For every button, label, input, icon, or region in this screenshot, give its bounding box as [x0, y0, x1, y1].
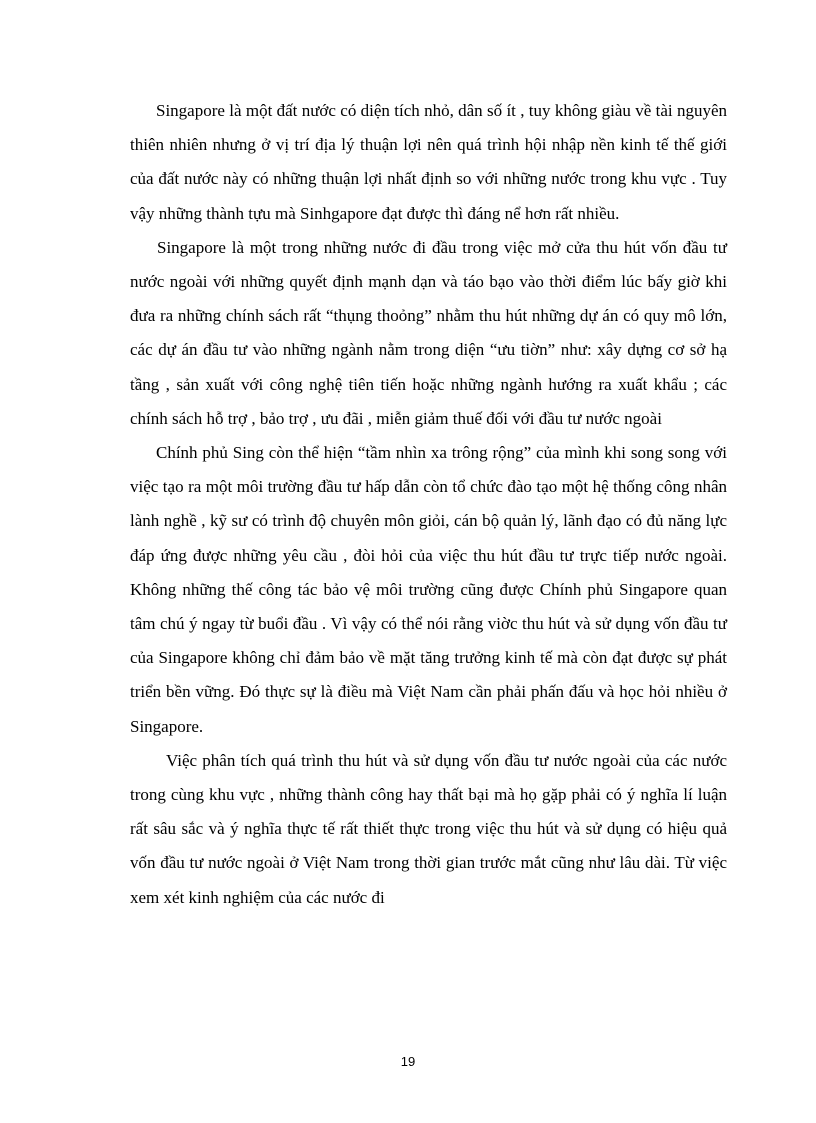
paragraph-4: Việc phân tích quá trình thu hút và sử dụng vốn đầu tư nước ngoài của các nước trong cùng khu vực , những thành công hay thất bại mà họ gặp phải có ý nghĩa lí luận rất sâu sắc và ý nghĩa thực tế rất thiết thực trong việc thu hút và sử dụng có hiệu quả vốn đầu tư nước ngoài ở Việt Nam trong thời gian trước mắt cũng như lâu dài. Từ việc xem xét kinh nghiệm của các nước đi: [130, 750, 727, 907]
page-number: 19: [400, 1054, 416, 1069]
document-body: [130, 94, 727, 915]
paragraph-1: Singapore là một đất nước có diện tích nhỏ, dân số ít , tuy không giàu về tài nguyên thiên nhiên nhưng ở vị trí địa lý thuận lợi nên quá trình hội nhập nền kinh tế thế giới của đất nước này có những thuận lợi nhất định so với những nước trong khu vực . Tuy vậy những thành tựu mà Sinhgapore đạt được thì đáng nể hơn rất nhiều.: [130, 101, 727, 223]
paragraph-3: Chính phủ Sing còn thể hiện “tầm nhìn xa trông rộng” của mình khi song song với việc tạo ra một môi trường đầu tư hấp dẫn còn tổ chức đào tạo một hệ thống công nhân lành nghề , kỹ sư có trình độ chuyên môn giỏi, cán bộ quản lý, lãnh đạo có đủ năng lực đáp ứng được những yêu cầu , đòi hỏi của việc thu hút đầu tư trực tiếp nước ngoài. Không những thế công tác bảo vệ môi trường cũng được Chính phủ Singapore quan tâm chú ý ngay từ buổi đầu . Vì vậy có thể nói rằng viờc thu hút và sử dụng vốn đầu tư của Singapore không chỉ đảm bảo về mặt tăng trưởng kinh tế mà còn đạt được sự phát triển bền vững. Đó thực sự là điều mà Việt Nam cần phải phấn đấu và học hỏi nhiều ở Singapore.: [130, 443, 727, 736]
paragraph-2: Singapore là một trong những nước đi đầu trong việc mở cửa thu hút vốn đầu tư nước ngoài với những quyết định mạnh dạn và táo bạo vào thời điểm lúc bấy giờ khi đưa ra những chính sách rất “thụng thoỏng” nhằm thu hút những dự án có quy mô lớn, các dự án đầu tư vào những ngành nằm trong diện “ưu tiờn” như: xây dựng cơ sở hạ tầng , sản xuất với công nghệ tiên tiến hoặc những ngành hướng ra xuất khẩu ; các chính sách hỗ trợ , bảo trợ , ưu đãi , miễn giảm thuế đối với đầu tư nước ngoài: [130, 237, 727, 428]
